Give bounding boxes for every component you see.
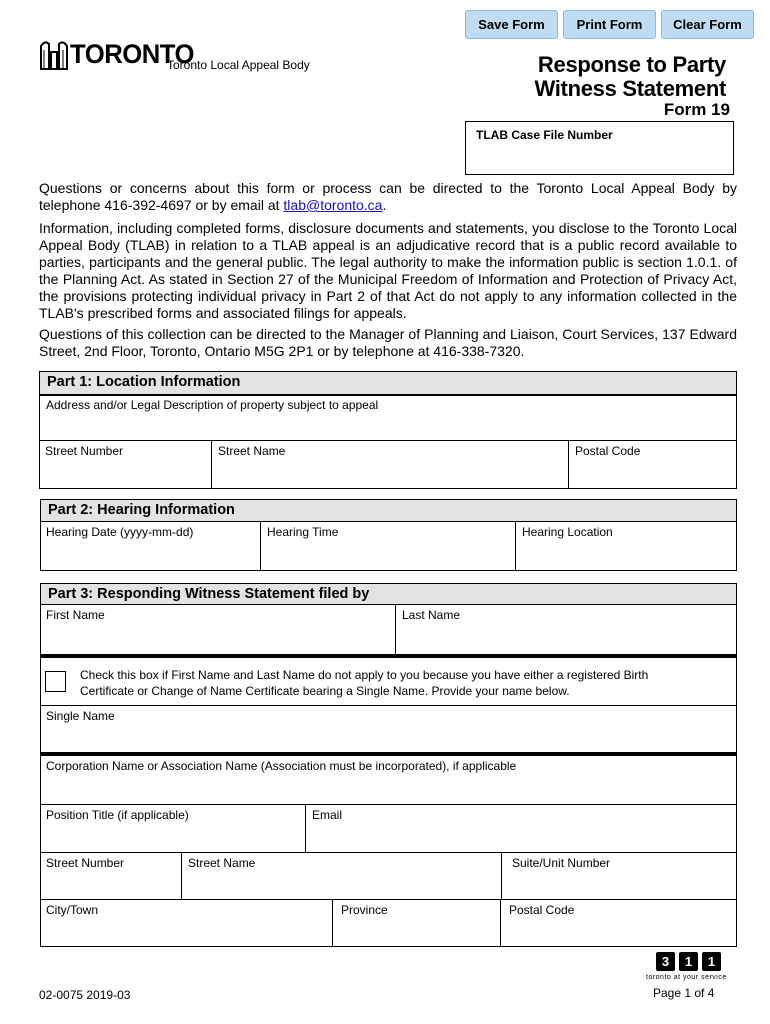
case-file-label: TLAB Case File Number <box>476 128 613 142</box>
p3-street-name-field[interactable] <box>181 852 501 900</box>
intro-collection-paragraph: Questions of this collection can be directed to the Manager of Planning and Liaison, Court Services, 137 Edward Street, 2nd Floor, Toronto, Ontario M5G 2P1 or by telephone at 416-338-7320. <box>39 326 737 359</box>
corporation-name-field[interactable] <box>40 756 736 804</box>
divider-bar <box>40 654 737 658</box>
p1-street-name-label: Street Name <box>218 444 286 458</box>
hearing-location-label: Hearing Location <box>522 525 613 539</box>
intro-privacy-paragraph: Information, including completed forms, disclosure documents and statements, you disclose to the Toronto Local Appeal Body (TLAB) in relation to a TLAB appeal is an adjudicative record that is a public record available to parties, participants and the general public. The legal authority to make the information public is section 1.0.1. of the Planning Act. As stated in Section 27 of the Municipal Freedom of Information and Protection of Privacy Act, the provisions protecting individual privacy in Part 2 of that Act do not apply to any information collected in the TLAB's prescribed forms and associated filings for appeals. <box>39 220 737 321</box>
form-number: Form 19 <box>663 100 730 119</box>
first-name-field[interactable] <box>40 604 395 654</box>
hearing-date-label: Hearing Date (yyyy-mm-dd) <box>46 525 194 539</box>
badge-digit: 1 <box>702 952 721 971</box>
last-name-label: Last Name <box>402 608 461 622</box>
intro-contact-paragraph <box>39 180 737 214</box>
print-form-button[interactable]: Print Form <box>563 10 656 39</box>
toronto-city-hall-icon <box>39 38 69 70</box>
city-town-label: City/Town <box>46 903 99 917</box>
form-title-line2: Witness Statement <box>534 76 726 101</box>
p3-postal-code-label: Postal Code <box>509 903 575 917</box>
hearing-time-field[interactable] <box>260 521 515 571</box>
checkbox-text-line2: Certificate or Change of Name Certificate bearing a Single Name. Provide your name below. <box>80 684 570 698</box>
address-field[interactable] <box>40 395 736 441</box>
hearing-location-field[interactable] <box>515 521 736 571</box>
first-name-label: First Name <box>46 608 105 622</box>
p3-street-number-field[interactable] <box>40 852 181 900</box>
position-title-label: Position Title (if applicable) <box>46 808 189 822</box>
form-title-line1: Response to Party <box>537 52 726 77</box>
agency-name: Toronto Local Appeal Body <box>167 58 310 72</box>
tlab-email-link[interactable]: tlab@toronto.ca <box>283 197 383 213</box>
page-indicator: Page 1 of 4 <box>653 986 715 1000</box>
p1-street-name-field[interactable] <box>211 440 568 489</box>
part1-heading: Part 1: Location Information <box>39 371 737 395</box>
p1-street-number-label: Street Number <box>45 444 124 458</box>
single-name-field[interactable] <box>40 705 736 752</box>
province-field[interactable] <box>332 899 500 947</box>
city-town-field[interactable] <box>40 899 332 947</box>
case-file-number-field[interactable] <box>465 121 734 175</box>
corporation-name-label: Corporation Name or Association Name (Association must be incorporated), if applicable <box>46 759 517 773</box>
save-form-button[interactable]: Save Form <box>465 10 558 39</box>
badge-digit: 3 <box>656 952 675 971</box>
last-name-field[interactable] <box>395 604 736 654</box>
p3-postal-code-field[interactable] <box>500 899 736 947</box>
email-field[interactable] <box>305 804 736 852</box>
intro-contact-text: Questions or concerns about this form or process can be directed to the Toronto Local Appeal Body by telephone 416-392-4697 or by email at <box>39 180 737 213</box>
part2-heading: Part 2: Hearing Information <box>40 499 737 522</box>
single-name-checkbox[interactable] <box>45 671 66 692</box>
intro-contact-end: . <box>382 197 387 213</box>
311-badge <box>656 952 721 971</box>
address-label: Address and/or Legal Description of property subject to appeal <box>46 398 379 412</box>
single-name-checkbox-text <box>80 667 648 699</box>
hearing-time-label: Hearing Time <box>267 525 339 539</box>
p1-postal-code-field[interactable] <box>568 440 736 489</box>
single-name-label: Single Name <box>46 709 115 723</box>
email-label: Email <box>312 808 343 822</box>
toronto-logo-text: TORONTO <box>70 39 194 69</box>
part3-heading: Part 3: Responding Witness Statement filed by <box>40 583 737 605</box>
position-title-field[interactable] <box>40 804 305 852</box>
form-code: 02-0075 2019-03 <box>39 988 131 1002</box>
p1-postal-code-label: Postal Code <box>575 444 641 458</box>
311-caption: toronto at your service <box>646 974 727 981</box>
suite-unit-label: Suite/Unit Number <box>512 856 611 870</box>
clear-form-button[interactable]: Clear Form <box>661 10 754 39</box>
hearing-date-field[interactable] <box>40 521 260 571</box>
p3-street-number-label: Street Number <box>46 856 125 870</box>
suite-unit-field[interactable] <box>501 852 736 900</box>
badge-digit: 1 <box>679 952 698 971</box>
province-label: Province <box>341 903 388 917</box>
p1-street-number-field[interactable] <box>39 440 211 489</box>
p3-street-name-label: Street Name <box>188 856 256 870</box>
checkbox-text-line1: Check this box if First Name and Last Name do not apply to you because you have either a registered Birth <box>80 668 649 682</box>
